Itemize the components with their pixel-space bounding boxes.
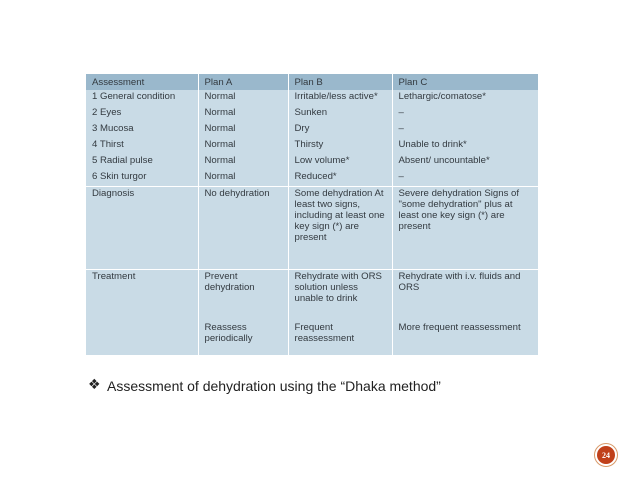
table-row: [86, 122, 538, 138]
table-cell: Normal: [198, 122, 288, 138]
table-cell: 1 General condition: [86, 90, 198, 106]
table-cell: Frequent reassessment: [288, 321, 392, 355]
table-cell: Reassess periodically: [198, 321, 288, 355]
table-cell: Treatment: [86, 270, 198, 321]
bullet-diamond-icon: [88, 380, 101, 393]
header-plan-b: Plan B: [288, 74, 392, 90]
table-cell: Irritable/less active*: [288, 90, 392, 106]
table-cell: Normal: [198, 106, 288, 122]
table-cell: –: [398, 107, 404, 118]
table-cell: [86, 321, 198, 355]
table-cell: –: [398, 171, 404, 182]
table-cell: Sunken: [288, 106, 392, 122]
table-cell: Normal: [198, 90, 288, 106]
page-number: 24: [597, 446, 615, 464]
table-row: [86, 90, 538, 106]
table-row-treatment: [86, 270, 538, 321]
table-cell: Normal: [198, 170, 288, 187]
slide-caption: [88, 378, 441, 394]
table-cell: Prevent dehydration: [198, 270, 288, 321]
table-cell: Absent/ uncountable*: [398, 155, 490, 166]
table-cell: Reduced*: [288, 170, 392, 187]
table-cell: Lethargic/comatose*: [398, 91, 486, 102]
table-cell: Normal: [198, 138, 288, 154]
table-cell: Rehydrate with ORS solution unless unable to drink: [288, 270, 392, 321]
table-cell: Dry: [288, 122, 392, 138]
table-cell: Some dehydration At least two signs, including at least one key sign (*) are present: [288, 187, 392, 270]
table-row: [86, 106, 538, 122]
table-cell: Severe dehydration Signs of "some dehydration" plus at least one key sign (*) are present: [392, 187, 538, 270]
table-cell: Low volume*: [288, 154, 392, 170]
table-cell: 3 Mucosa: [86, 122, 198, 138]
table-cell: No dehydration: [198, 187, 288, 270]
table-row-diagnosis: [86, 187, 538, 270]
table-header-row: [86, 74, 538, 90]
table-cell: 4 Thirst: [86, 138, 198, 154]
header-plan-a: Plan A: [198, 74, 288, 90]
table-cell: More frequent reassessment: [398, 321, 521, 333]
table-cell: Rehydrate with i.v. fluids and ORS: [392, 270, 538, 321]
table-cell: Unable to drink*: [398, 139, 467, 150]
table-cell: –: [398, 123, 404, 134]
table-cell: Normal: [198, 154, 288, 170]
dehydration-table: [86, 74, 538, 355]
table-cell: 5 Radial pulse: [86, 154, 198, 170]
caption-text: Assessment of dehydration using the “Dhaka method”: [107, 378, 441, 394]
table-cell: 2 Eyes: [86, 106, 198, 122]
page-number-badge: [594, 443, 618, 467]
table-row: [86, 154, 538, 170]
header-assessment: Assessment: [86, 74, 198, 90]
table-row: [86, 138, 538, 154]
table-cell: Thirsty: [288, 138, 392, 154]
table-row: [86, 170, 538, 187]
table-cell: 6 Skin turgor: [86, 170, 198, 187]
assessment-table: [86, 74, 538, 355]
header-plan-c: Plan C: [392, 74, 538, 90]
table-row-reassess: [86, 321, 538, 355]
table-cell: Diagnosis: [86, 187, 198, 270]
